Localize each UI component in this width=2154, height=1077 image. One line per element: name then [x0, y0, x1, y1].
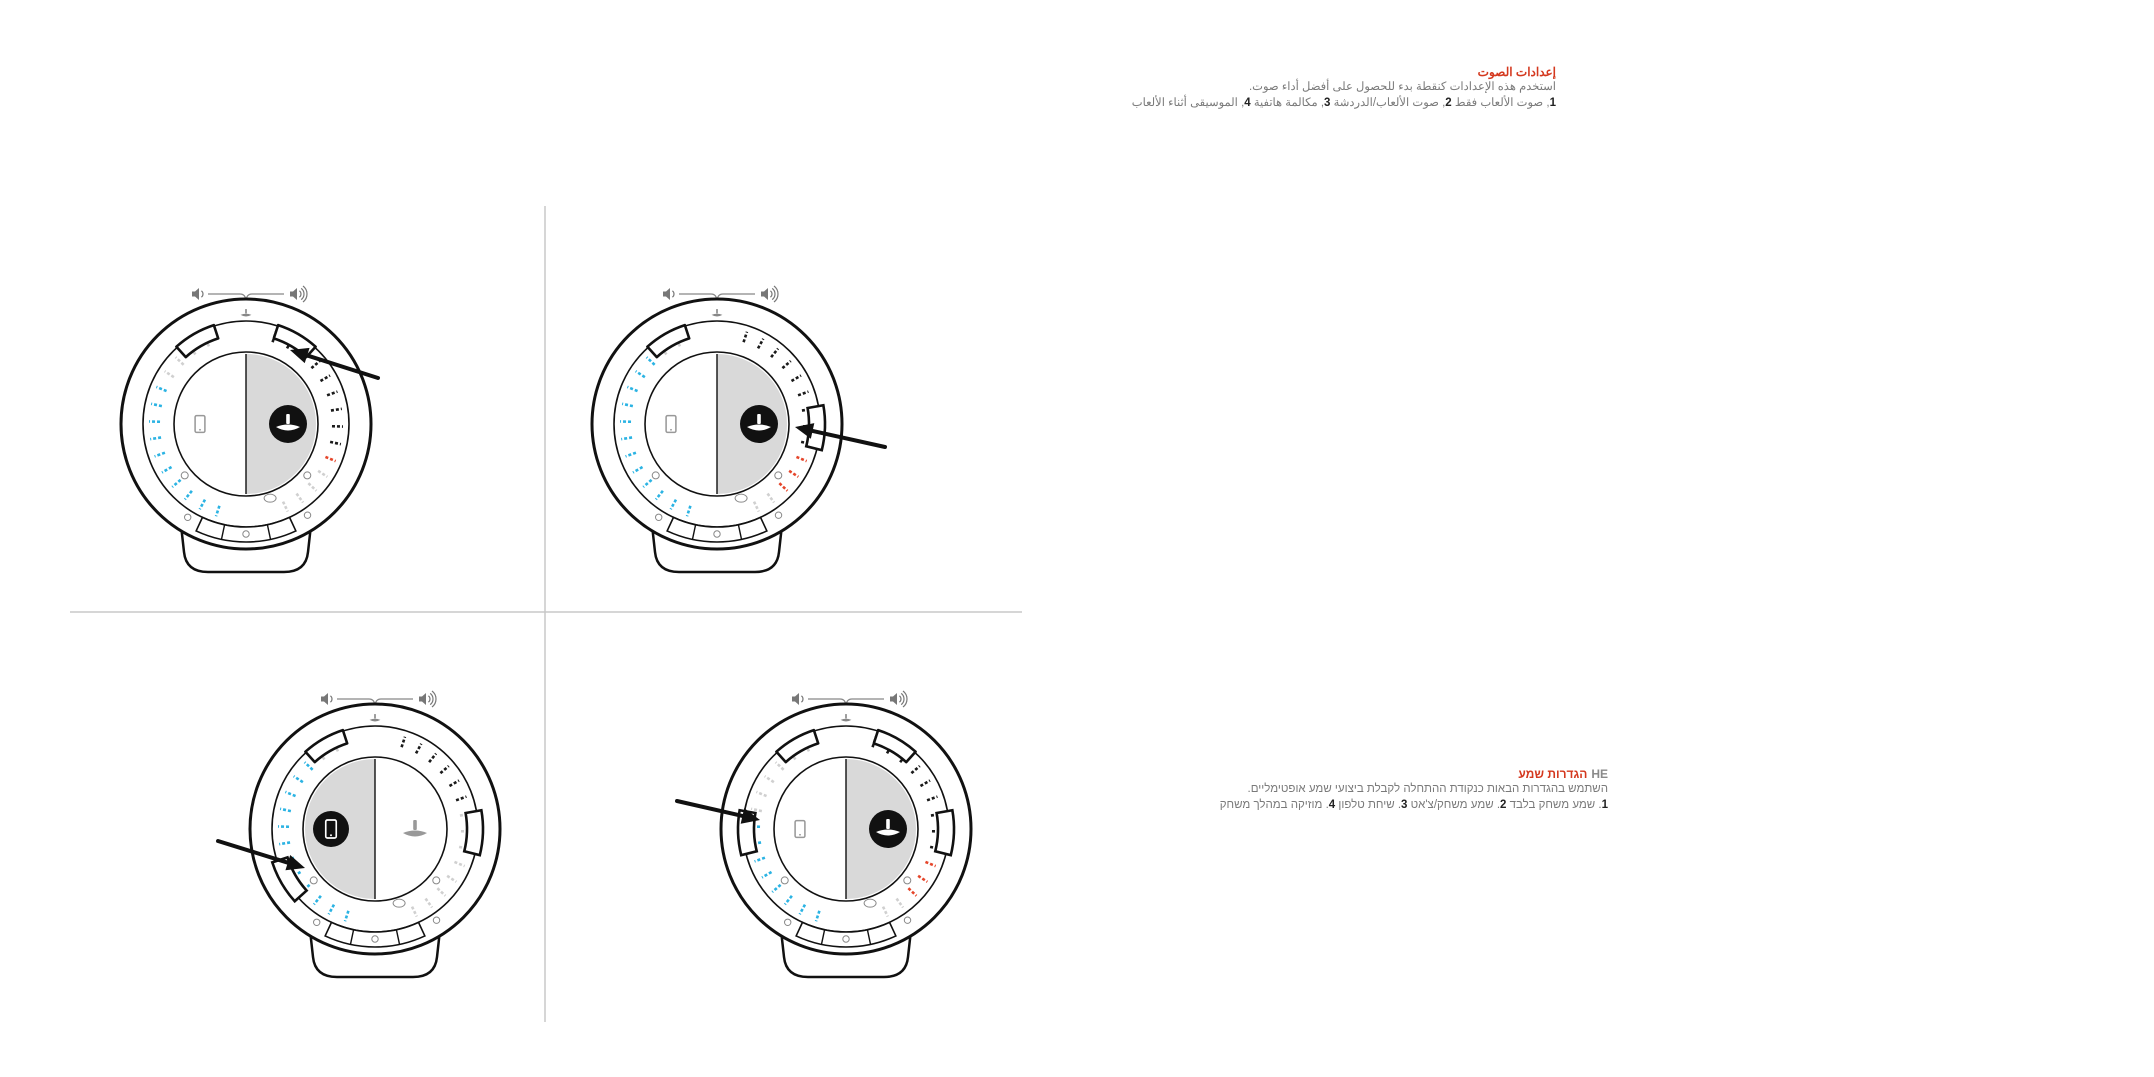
arabic-title: إعدادات الصوت — [1477, 65, 1556, 79]
phone-home-dot — [670, 429, 672, 431]
speaker-low-icon — [192, 288, 203, 300]
hebrew-steps: 1. שמע משחק בלבד 2. שמע משחק/צ'אט 3. שיחת טלפון 4. מוזיקה במהלך משחק — [1219, 799, 1608, 811]
speaker-wave — [901, 693, 904, 704]
speaker-shape — [761, 288, 768, 300]
joystick-stick — [886, 819, 890, 829]
hebrew-step-2-label: שמע משחק/צ'אט — [1410, 799, 1494, 811]
speaker-high-icon — [890, 691, 907, 707]
right-dial-button — [464, 810, 483, 855]
phone-home-dot — [799, 834, 801, 836]
right-dial-button — [935, 810, 954, 855]
hebrew-step-1-label: שמע משחק בלבד — [1509, 799, 1596, 811]
joystick-stick — [286, 414, 290, 424]
speaker-low-icon — [321, 693, 332, 705]
arabic-step-3-num: 3 — [1324, 97, 1331, 109]
arabic-step-1-num: 1 — [1549, 97, 1556, 109]
speaker-shape — [290, 288, 297, 300]
speaker-shape — [192, 288, 199, 300]
speaker-shape — [663, 288, 670, 300]
speaker-wave — [672, 291, 674, 297]
hebrew-step-2-num: 2 — [1500, 799, 1507, 811]
speaker-low-icon — [663, 288, 674, 300]
speaker-wave — [301, 288, 304, 299]
hebrew-step-3-num: 3 — [1401, 799, 1408, 811]
hebrew-step-4-label: מוזיקה במהלך משחק — [1219, 799, 1323, 811]
arabic-step-1-label: صوت الألعاب فقط — [1454, 97, 1544, 109]
arabic-step-4-num: 4 — [1244, 97, 1251, 109]
phone-home-dot — [199, 429, 201, 431]
speaker-wave — [899, 696, 901, 702]
joystick-stick — [374, 714, 376, 719]
dial-panel-4 — [677, 691, 971, 977]
speaker-wave — [772, 288, 775, 299]
speaker-wave — [430, 693, 433, 704]
dial-panel-1 — [121, 286, 378, 572]
speaker-wave — [299, 291, 301, 297]
speaker-high-icon — [761, 286, 778, 302]
phone-home-dot — [330, 834, 332, 836]
joystick-stick — [845, 714, 847, 719]
speaker-high-icon — [419, 691, 436, 707]
arabic-description: استخدم هذه الإعدادات كنقطة بدء للحصول على أفضل أداء صوت. — [1248, 81, 1556, 93]
dial-panel-2 — [592, 286, 885, 572]
speaker-shape — [419, 693, 426, 705]
arabic-step-2-label: صوت الألعاب/الدردشة — [1333, 97, 1439, 109]
hebrew-lang-code: HE — [1591, 767, 1608, 781]
chat-active-circle — [313, 811, 349, 847]
speaker-wave — [428, 696, 430, 702]
speaker-shape — [792, 693, 799, 705]
arabic-step-2-num: 2 — [1445, 97, 1452, 109]
hebrew-audio-settings — [1220, 766, 1608, 813]
hebrew-step-3-label: שיחת טלפון — [1338, 799, 1395, 811]
dial-panel-3 — [218, 691, 500, 977]
joystick-stick — [757, 414, 761, 424]
arabic-steps: 1, صوت الألعاب فقط 2, صوت الألعاب/الدردشة 3, مكالمة هاتفية 4, الموسيقى أثناء الألعاب — [1131, 97, 1556, 109]
speaker-low-icon — [792, 693, 803, 705]
hebrew-step-1-num: 1 — [1601, 799, 1608, 811]
hebrew-step-4-num: 4 — [1328, 799, 1336, 811]
hebrew-description: השתמש בהגדרות הבאות כנקודת ההתחלה לקבלת ביצועי שמע אופטימליים. — [1247, 783, 1608, 795]
arabic-step-4-label: الموسيقى أثناء الألعاب — [1131, 97, 1238, 109]
joystick-stick — [413, 820, 417, 830]
speaker-high-icon — [290, 286, 307, 302]
speaker-wave — [330, 696, 332, 702]
arabic-audio-settings — [1132, 64, 1556, 111]
hebrew-title: הגדרות שמע — [1518, 767, 1588, 781]
joystick-stick — [245, 309, 247, 314]
joystick-stick — [716, 309, 718, 314]
hebrew-title-row — [1220, 766, 1608, 782]
speaker-shape — [890, 693, 897, 705]
speaker-wave — [801, 696, 803, 702]
speaker-shape — [321, 693, 328, 705]
arabic-step-3-label: مكالمة هاتفية — [1253, 97, 1318, 109]
speaker-wave — [770, 291, 772, 297]
speaker-wave — [201, 291, 203, 297]
